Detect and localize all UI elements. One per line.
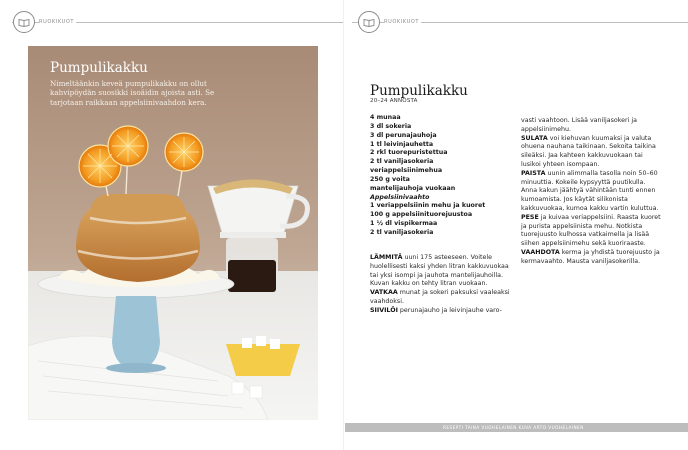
- method-step: [370, 307, 512, 316]
- photo-title: Pumpulikakku: [50, 60, 148, 76]
- step-text: vasti vaahtoon. Lisää vaniljasokeri ja appelsiinimehu.: [521, 117, 638, 133]
- step-text: ja kuivaa veriappelsiini. Raasta kuoret ja purista appelsiinista mehu. Notkista tuorejuusto kulhossa vatkaimella ja lisää siihen appelsiinimehu sekä kuoriraaste.: [521, 213, 661, 248]
- ingredient-item: mantelijauhoja vuokaan: [370, 184, 456, 192]
- recipe-servings: 20–24 ANNOSTA: [370, 98, 418, 104]
- section-label: RUOKIKUOT: [384, 19, 420, 25]
- section-header: [13, 10, 76, 34]
- step-verb: PAISTA: [521, 169, 546, 177]
- step-text: voi kiehuvan kuumaksi ja valuta ohuena nauhana taikinaan. Sekoita taikina sileäksi. Jaa kahteen kakkuvuokaan tai lusikoi yhteen isompaan.: [521, 134, 656, 168]
- step-verb: VATKAA: [370, 289, 398, 297]
- method-column-2: [521, 117, 662, 267]
- credit-text: RESEPTI TAINA VUOHELAINEN KUVA ARTO VUOHELAINEN: [443, 425, 584, 430]
- section-label: RUOKIKUOT: [39, 19, 75, 25]
- step-verb: SIIVILÖI: [370, 306, 398, 314]
- step-text: uuni 175 asteeseen. Voitele huolellisesti kaksi yhden litran kakkuvuokaa tai yksi isompi ja jauhota mantelijauhoilla. Kuvan kakku on tehty litran vuokaan.: [370, 254, 509, 288]
- ingredient-item: 2 tl vaniljasokeria: [370, 158, 434, 166]
- book-icon: [13, 11, 35, 33]
- method-column-1: [370, 254, 512, 316]
- ingredient-item: 250 g voita: [370, 175, 410, 183]
- ingredient-item: 1 tl leivinjauhetta: [370, 140, 434, 148]
- step-text: munat ja sokeri paksuksi vaaleaksi vaahdoksi.: [370, 289, 510, 305]
- step-text: uunin alimmalla tasolla noin 50–60 minuuttia. Kokeile kypsyyttä puutikulla. Anna kakun jäähtyä vähintään tunti ennen kumoamista. Jos käytät silikonista kakkuvuokaa, kumoa kakku vartin kuluttua.: [521, 169, 659, 212]
- method-step: [521, 117, 662, 135]
- credit-bar: [345, 423, 688, 432]
- method-step: [370, 254, 512, 289]
- ingredient-item: veriappelsiinimehua: [370, 167, 443, 175]
- photo-intro: Nimeltäänkin kevеä pumpulikakku on ollut kahvipöydän suosikki isoäidin ajoista asti. Se tarjotaan raikkaan appelsiinivaahdon kera.: [50, 79, 215, 107]
- ingredient-item: 2 rkl tuorepuristettua: [370, 149, 448, 157]
- ingredient-item: 100 g appelsiinituorejuustoa: [370, 211, 473, 219]
- ingredient-list: [370, 114, 510, 238]
- book-icon: [358, 11, 380, 33]
- section-header: [358, 10, 421, 34]
- ingredient-item: 1 veriappelsiinin mehu ja kuoret: [370, 202, 486, 210]
- ingredient-item: 2 tl vaniljasokeria: [370, 228, 434, 236]
- ingredient-item: 3 dl perunajauhoja: [370, 131, 437, 139]
- method-step: [521, 214, 662, 249]
- ingredient-subheading: Appelsiinivaahto: [370, 193, 430, 201]
- recipe-title: Pumpulikakku: [370, 83, 468, 99]
- ingredient-item: 1 ½ dl vispikermaa: [370, 220, 438, 228]
- step-text: perunajauho ja leivinjauhe varo-: [397, 306, 502, 314]
- step-verb: SULATA: [521, 134, 548, 142]
- step-verb: LÄMMITÄ: [370, 254, 403, 261]
- cake-photo: [28, 46, 318, 420]
- method-step: [370, 289, 512, 307]
- step-text: kerma ja yhdistä tuorejuusto ja kermavaahto. Mausta vaniljasokerilla.: [521, 248, 660, 265]
- ingredient-item: 3 dl sokeria: [370, 122, 412, 130]
- step-verb: PESE: [521, 213, 539, 221]
- method-step: [521, 170, 662, 214]
- method-step: [521, 135, 662, 170]
- ingredient-item: 4 munaa: [370, 114, 401, 121]
- step-verb: VAAHDOTA: [521, 248, 560, 256]
- method-step: [521, 249, 662, 267]
